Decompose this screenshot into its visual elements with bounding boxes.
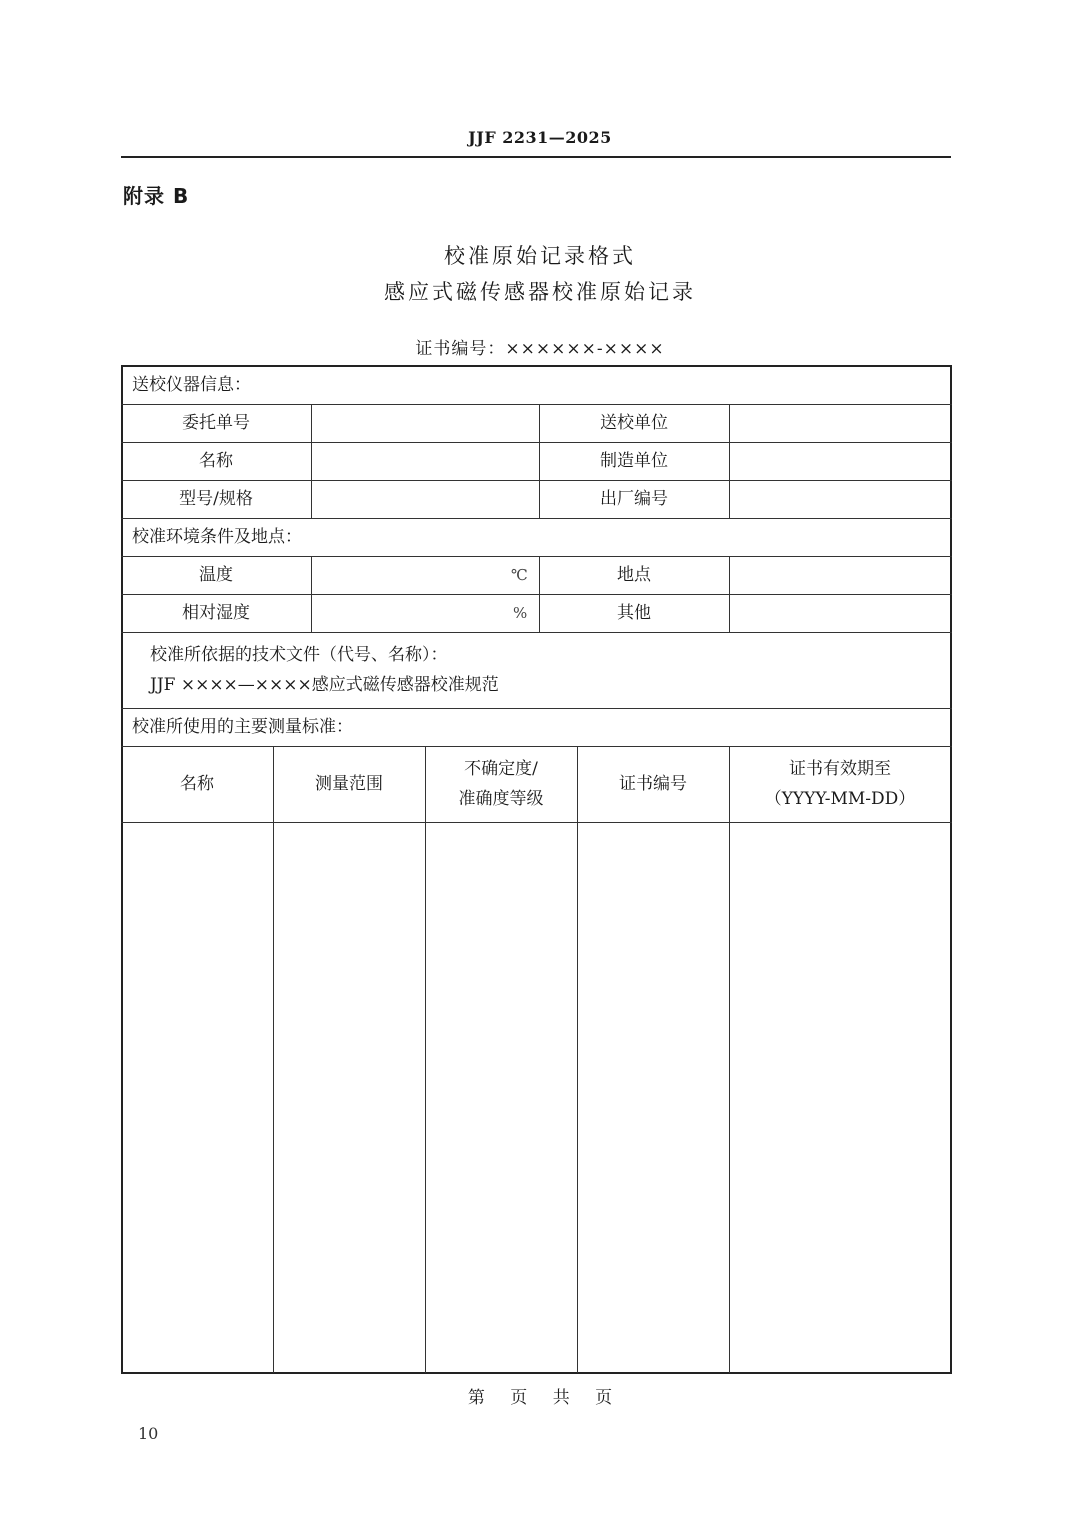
form-rule xyxy=(577,746,578,1373)
instrument-name-label: 名称 xyxy=(199,451,233,471)
serial-number-label: 出厂编号 xyxy=(600,489,668,509)
uncertainty-header-line2: 准确度等级 xyxy=(458,789,544,809)
standards-section-heading: 校准所使用的主要测量标准： xyxy=(132,717,353,737)
form-rule xyxy=(121,404,952,405)
manufacturer-label: 制造单位 xyxy=(600,451,668,471)
certificate-number-line xyxy=(0,334,1080,359)
entrust-number-label: 委托单号 xyxy=(182,413,250,433)
appendix-label: 附录 B xyxy=(123,184,190,208)
form-rule xyxy=(121,594,952,595)
submitting-unit-label: 送校单位 xyxy=(600,413,668,433)
form-rule xyxy=(121,822,952,823)
instrument-section-heading: 送校仪器信息： xyxy=(132,375,251,395)
location-label: 地点 xyxy=(617,565,651,585)
temperature-label: 温度 xyxy=(199,565,233,585)
technical-basis-document: JJF ××××—××××感应式磁传感器校准规范 xyxy=(150,675,499,695)
header-rule xyxy=(121,156,951,158)
temperature-unit: ℃ xyxy=(511,566,528,584)
record-title: 感应式磁传感器校准原始记录 xyxy=(384,280,696,304)
page-count-line: 第 页 共 页 xyxy=(467,1388,613,1408)
standard-name-header: 名称 xyxy=(180,774,214,794)
record-format-title: 校准原始记录格式 xyxy=(444,244,636,268)
form-rule xyxy=(121,518,952,519)
uncertainty-header-line1: 不确定度/ xyxy=(464,759,538,779)
form-rule xyxy=(121,708,952,709)
model-spec-label: 型号/规格 xyxy=(179,489,253,509)
valid-until-header-line1: 证书有效期至 xyxy=(789,759,891,779)
certificate-number-header: 证书编号 xyxy=(619,774,687,794)
form-rule xyxy=(729,404,730,518)
measurement-range-header: 测量范围 xyxy=(315,774,383,794)
environment-section-heading: 校准环境条件及地点： xyxy=(132,527,302,547)
humidity-label: 相对湿度 xyxy=(182,603,250,623)
technical-basis-heading: 校准所依据的技术文件（代号、名称）： xyxy=(150,645,448,665)
form-rule xyxy=(121,746,952,747)
standard-code: JJF 2231—2025 xyxy=(468,128,612,147)
certificate-number-label: 证书编号： xyxy=(415,339,506,359)
form-rule xyxy=(121,480,952,481)
valid-until-header-line2: （YYYY-MM-DD） xyxy=(764,789,916,809)
certificate-number-value: ××××××-×××× xyxy=(505,339,665,359)
form-rule xyxy=(311,404,312,518)
form-rule xyxy=(121,442,952,443)
form-rule xyxy=(425,746,426,1373)
record-form-frame xyxy=(121,365,952,1374)
form-rule xyxy=(729,556,730,632)
form-rule xyxy=(121,632,952,633)
form-rule xyxy=(121,556,952,557)
page-number: 10 xyxy=(138,1424,159,1443)
other-label: 其他 xyxy=(617,603,651,623)
form-rule xyxy=(311,556,312,632)
form-rule xyxy=(729,746,730,1373)
form-rule xyxy=(273,746,274,1373)
humidity-unit: % xyxy=(513,604,528,622)
